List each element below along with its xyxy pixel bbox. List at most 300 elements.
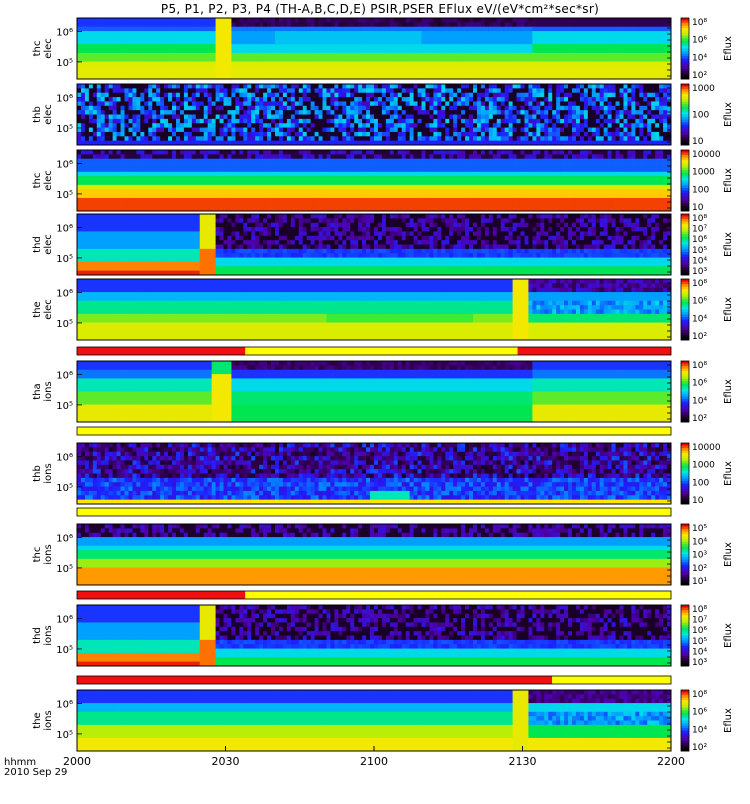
- spectrogram-cell: [160, 22, 164, 27]
- spectrogram-cell: [505, 18, 509, 23]
- spectrogram-cell: [449, 115, 453, 120]
- spectrogram-cell: [180, 136, 184, 141]
- spectrogram-cell: [425, 40, 429, 45]
- spectrogram-cell: [437, 49, 441, 54]
- spectrogram-cell: [552, 123, 556, 128]
- spectrogram-cell: [655, 66, 659, 71]
- spectrogram-cell: [267, 101, 271, 106]
- spectrogram-cell: [481, 84, 485, 89]
- spectrogram-cell: [152, 84, 156, 89]
- spectrogram-cell: [485, 119, 489, 124]
- spectrogram-cell: [251, 150, 255, 155]
- spectrogram-cell: [235, 163, 239, 168]
- spectrogram-cell: [394, 110, 398, 115]
- spectrogram-cell: [132, 167, 136, 172]
- spectrogram-cell: [521, 57, 525, 62]
- spectrogram-cell: [136, 88, 140, 93]
- spectrogram-cell: [299, 132, 303, 137]
- spectrogram-cell: [612, 18, 616, 23]
- spectrogram-cell: [132, 31, 136, 36]
- spectrogram-cell: [596, 44, 600, 49]
- spectrogram-cell: [125, 31, 129, 36]
- spectrogram-cell: [109, 88, 113, 93]
- spectrogram-cell: [212, 167, 216, 172]
- spectrogram-cell: [299, 49, 303, 54]
- spectrogram-cell: [208, 154, 212, 159]
- spectrogram-cell: [287, 66, 291, 71]
- spectrogram-cell: [509, 35, 513, 40]
- spectrogram-cell: [152, 93, 156, 98]
- colorbar-tick-label: 10⁴: [692, 53, 707, 63]
- spectrogram-cell: [572, 101, 576, 106]
- spectrogram-cell: [604, 88, 608, 93]
- spectrogram-cell: [275, 53, 279, 58]
- spectrogram-cell: [291, 93, 295, 98]
- spectrogram-cell: [227, 66, 231, 71]
- spectrogram-cell: [85, 136, 89, 141]
- spectrogram-cell: [659, 132, 663, 137]
- spectrogram-cell: [410, 101, 414, 106]
- spectrogram-cell: [445, 84, 449, 89]
- spectrogram-cell: [180, 49, 184, 54]
- spectrogram-cell: [429, 88, 433, 93]
- spectrogram-cell: [196, 93, 200, 98]
- spectrogram-cell: [461, 40, 465, 45]
- spectrogram-cell: [469, 115, 473, 120]
- spectrogram-cell: [489, 128, 493, 133]
- spectrogram-cell: [580, 31, 584, 36]
- plot-title: P5, P1, P2, P3, P4 (TH-A,B,C,D,E) PSIR,PSER EFlux eV/(eV*cm²*sec*sr): [70, 2, 690, 16]
- spectrogram-cell: [247, 189, 251, 194]
- spectrogram-cell: [536, 132, 540, 137]
- spectrogram-cell: [263, 84, 267, 89]
- spectrogram-cell: [113, 93, 117, 98]
- spectrogram-cell: [485, 97, 489, 102]
- spectrogram-cell: [196, 202, 200, 207]
- spectrogram-cell: [89, 35, 93, 40]
- spectrogram-cell: [548, 49, 552, 54]
- spectrogram-cell: [608, 84, 612, 89]
- spectrogram-cell: [631, 101, 635, 106]
- spectrogram-cell: [651, 101, 655, 106]
- spectrogram-cell: [188, 27, 192, 32]
- spectrogram-cell: [208, 189, 212, 194]
- spectrogram-cell: [465, 106, 469, 111]
- spectrogram-cell: [623, 57, 627, 62]
- spectrogram-cell: [544, 110, 548, 115]
- spectrogram-cell: [584, 49, 588, 54]
- spectrogram-cell: [560, 136, 564, 141]
- spectrogram-cell: [338, 136, 342, 141]
- spectrogram-cell: [596, 93, 600, 98]
- spectrogram-cell: [192, 194, 196, 199]
- spectrogram-cell: [148, 27, 152, 32]
- spectrogram-cell: [517, 70, 521, 75]
- spectrogram-cell: [176, 49, 180, 54]
- spectrogram-cell: [548, 22, 552, 27]
- spectrogram-cell: [477, 49, 481, 54]
- spectrogram-cell: [251, 84, 255, 89]
- spectrogram-cell: [97, 123, 101, 128]
- spectrogram-cell: [505, 84, 509, 89]
- spectrogram-cell: [267, 128, 271, 133]
- spectrogram-cell: [176, 185, 180, 190]
- spectrogram-cell: [600, 44, 604, 49]
- spectrogram-cell: [128, 123, 132, 128]
- spectrogram-cell: [231, 18, 235, 23]
- spectrogram-cell: [113, 128, 117, 133]
- spectrogram-cell: [596, 88, 600, 93]
- spectrogram-cell: [315, 128, 319, 133]
- spectrogram-cell: [271, 106, 275, 111]
- spectrogram-cell: [425, 35, 429, 40]
- spectrogram-cell: [517, 40, 521, 45]
- spectrogram-cell: [623, 49, 627, 54]
- spectrogram-cell: [184, 44, 188, 49]
- spectrogram-cell: [81, 84, 85, 89]
- spectrogram-cell: [97, 57, 101, 62]
- spectrogram-cell: [544, 97, 548, 102]
- spectrogram-cell: [172, 159, 176, 164]
- spectrogram-cell: [469, 128, 473, 133]
- spectrogram-cell: [101, 136, 105, 141]
- spectrogram-cell: [493, 128, 497, 133]
- spectrogram-cell: [639, 93, 643, 98]
- spectrogram-cell: [164, 202, 168, 207]
- spectrogram-cell: [299, 128, 303, 133]
- spectrogram-cell: [121, 136, 125, 141]
- spectrogram-cell: [136, 40, 140, 45]
- spectrogram-cell: [394, 115, 398, 120]
- spectrogram-cell: [239, 194, 243, 199]
- spectrogram-cell: [172, 93, 176, 98]
- spectrogram-cell: [148, 123, 152, 128]
- spectrogram-cell: [608, 22, 612, 27]
- spectrogram-cell: [247, 172, 251, 177]
- spectrogram-cell: [176, 97, 180, 102]
- spectrogram-cell: [521, 22, 525, 27]
- spectrogram-cell: [128, 44, 132, 49]
- spectrogram-cell: [326, 57, 330, 62]
- spectrogram-cell: [81, 106, 85, 111]
- spectrogram-cell: [414, 88, 418, 93]
- spectrogram-cell: [643, 110, 647, 115]
- y-tick-label: 10⁵: [56, 124, 73, 135]
- spectrogram-cell: [441, 123, 445, 128]
- spectrogram-cell: [497, 136, 501, 141]
- spectrogram-cell: [477, 119, 481, 124]
- spectrogram-cell: [429, 84, 433, 89]
- spectrogram-cell: [655, 18, 659, 23]
- spectrogram-cell: [105, 119, 109, 124]
- spectrogram-cell: [132, 123, 136, 128]
- spectrogram-cell: [568, 110, 572, 115]
- spectrogram-cell: [220, 110, 224, 115]
- spectrogram-cell: [627, 53, 631, 58]
- spectrogram-cell: [631, 18, 635, 23]
- spectrogram-cell: [125, 97, 129, 102]
- spectrogram-cell: [445, 128, 449, 133]
- spectrogram-cell: [425, 44, 429, 49]
- spectrogram-cell: [505, 115, 509, 120]
- spectrogram-cell: [548, 123, 552, 128]
- spectrogram-cell: [338, 40, 342, 45]
- spectrogram-cell: [620, 101, 624, 106]
- spectrogram-cell: [643, 123, 647, 128]
- spectrogram-cell: [342, 97, 346, 102]
- spectrogram-cell: [505, 136, 509, 141]
- spectrogram-cell: [639, 31, 643, 36]
- spectrogram-cell: [588, 49, 592, 54]
- spectrogram-cell: [556, 88, 560, 93]
- spectrogram-cell: [307, 49, 311, 54]
- spectrogram-cell: [291, 27, 295, 32]
- spectrogram-cell: [604, 18, 608, 23]
- spectrogram-cell: [326, 53, 330, 58]
- spectrogram-cell: [247, 18, 251, 23]
- spectrogram-cell: [572, 66, 576, 71]
- spectrogram-cell: [354, 136, 358, 141]
- spectrogram-cell: [548, 44, 552, 49]
- spectrogram-cell: [204, 27, 208, 32]
- spectrogram-cell: [521, 18, 525, 23]
- spectrogram-cell: [453, 123, 457, 128]
- spectrogram-cell: [410, 97, 414, 102]
- spectrogram-cell: [259, 88, 263, 93]
- spectrogram-cell: [200, 27, 204, 32]
- spectrogram-cell: [627, 136, 631, 141]
- spectrogram-cell: [299, 62, 303, 67]
- spectrogram-cell: [390, 84, 394, 89]
- spectrogram-cell: [528, 115, 532, 120]
- spectrogram-cell: [406, 84, 410, 89]
- spectrogram-cell: [366, 115, 370, 120]
- spectrogram-cell: [477, 136, 481, 141]
- spectrogram-cell: [497, 18, 501, 23]
- spectrogram-cell: [121, 22, 125, 27]
- spectrogram-cell: [263, 119, 267, 124]
- spectrogram-cell: [334, 27, 338, 32]
- spectrogram-cell: [453, 136, 457, 141]
- spectrogram-cell: [216, 176, 220, 181]
- spectrogram-cell: [485, 44, 489, 49]
- spectrogram-cell: [121, 62, 125, 67]
- spectrogram-cell: [445, 123, 449, 128]
- spectrogram-cell: [235, 22, 239, 27]
- spectrogram-cell: [121, 88, 125, 93]
- spectrogram-cell: [299, 136, 303, 141]
- spectrogram-cell: [188, 35, 192, 40]
- spectrogram-cell: [271, 115, 275, 120]
- spectrogram-cell: [231, 40, 235, 45]
- spectrogram-cell: [398, 123, 402, 128]
- spectrogram-cell: [620, 70, 624, 75]
- spectrogram-cell: [117, 101, 121, 106]
- spectrogram-cell: [176, 150, 180, 155]
- spectrogram-cell: [576, 44, 580, 49]
- spectrogram-cell: [283, 84, 287, 89]
- spectrogram-cell: [663, 128, 667, 133]
- spectrogram-cell: [85, 176, 89, 181]
- spectrogram-cell: [204, 101, 208, 106]
- spectrogram-cell: [93, 66, 97, 71]
- spectrogram-cell: [255, 172, 259, 177]
- spectrogram-cell: [101, 154, 105, 159]
- spectrogram-cell: [117, 84, 121, 89]
- spectrogram-cell: [216, 53, 220, 58]
- spectrogram-cell: [200, 119, 204, 124]
- spectrogram-cell: [414, 132, 418, 137]
- spectrogram-cell: [247, 88, 251, 93]
- spectrogram-cell: [97, 49, 101, 54]
- spectrogram-cell: [608, 136, 612, 141]
- spectrogram-cell: [160, 163, 164, 168]
- spectrogram-cell: [560, 22, 564, 27]
- spectrogram-cell: [513, 132, 517, 137]
- spectrogram-cell: [623, 115, 627, 120]
- spectrogram-cell: [544, 49, 548, 54]
- spectrogram-cell: [93, 189, 97, 194]
- spectrogram-cell: [481, 44, 485, 49]
- spectrogram-cell: [192, 62, 196, 67]
- spectrogram-cell: [342, 123, 346, 128]
- spectrogram-cell: [362, 22, 366, 27]
- spectrogram-cell: [394, 27, 398, 32]
- spectrogram-cell: [616, 97, 620, 102]
- spectrogram-cell: [113, 123, 117, 128]
- spectrogram-cell: [117, 49, 121, 54]
- spectrogram-cell: [216, 22, 220, 27]
- spectrogram-cell: [604, 49, 608, 54]
- spectrogram-cell: [136, 115, 140, 120]
- spectrogram-cell: [172, 150, 176, 155]
- spectrogram-cell: [655, 57, 659, 62]
- spectrogram-cell: [196, 18, 200, 23]
- spectrogram-cell: [307, 106, 311, 111]
- spectrogram-cell: [580, 27, 584, 32]
- spectrogram-cell: [109, 181, 113, 186]
- spectrogram-cell: [192, 119, 196, 124]
- spectrogram-cell: [524, 115, 528, 120]
- spectrogram-cell: [184, 176, 188, 181]
- spectrogram-cell: [362, 128, 366, 133]
- spectrogram-cell: [243, 128, 247, 133]
- spectrogram-cell: [212, 44, 216, 49]
- spectrogram-cell: [497, 84, 501, 89]
- spectrogram-cell: [152, 18, 156, 23]
- spectrogram-cell: [216, 18, 220, 23]
- spectrogram-cell: [255, 132, 259, 137]
- spectrogram-cell: [77, 18, 81, 23]
- spectrogram-cell: [303, 66, 307, 71]
- spectrogram-cell: [568, 66, 572, 71]
- spectrogram-cell: [326, 132, 330, 137]
- spectrogram-cell: [97, 97, 101, 102]
- spectrogram-cell: [572, 88, 576, 93]
- spectrogram-cell: [224, 31, 228, 36]
- spectrogram-cell: [390, 115, 394, 120]
- spectrogram-cell: [513, 22, 517, 27]
- spectrogram-cell: [117, 123, 121, 128]
- spectrogram-cell: [156, 97, 160, 102]
- spectrogram-cell: [295, 93, 299, 98]
- spectrogram-cell: [85, 154, 89, 159]
- spectrogram-cell: [521, 40, 525, 45]
- spectrogram-cell: [334, 66, 338, 71]
- spectrogram-cell: [279, 106, 283, 111]
- spectrogram-cell: [196, 198, 200, 203]
- spectrogram-cell: [259, 110, 263, 115]
- spectrogram-cell: [477, 22, 481, 27]
- spectrogram-cell: [604, 27, 608, 32]
- spectrogram-cell: [528, 119, 532, 124]
- spectrogram-cell: [180, 128, 184, 133]
- spectrogram-cell: [132, 62, 136, 67]
- spectrogram-cell: [639, 115, 643, 120]
- spectrogram-cell: [402, 101, 406, 106]
- spectrogram-cell: [125, 44, 129, 49]
- spectrogram-cell: [319, 18, 323, 23]
- spectrogram-cell: [449, 128, 453, 133]
- spectrogram-cell: [338, 31, 342, 36]
- spectrogram-cell: [275, 57, 279, 62]
- spectrogram-cell: [180, 57, 184, 62]
- spectrogram-cell: [647, 40, 651, 45]
- spectrogram-cell: [437, 40, 441, 45]
- spectrogram-cell: [136, 31, 140, 36]
- spectrogram-cell: [212, 115, 216, 120]
- spectrogram-cell: [77, 136, 81, 141]
- spectrogram-cell: [457, 57, 461, 62]
- spectrogram-cell: [608, 88, 612, 93]
- spectrogram-cell: [295, 132, 299, 137]
- spectrogram-cell: [398, 49, 402, 54]
- spectrogram-cell: [437, 110, 441, 115]
- spectrogram-cell: [192, 176, 196, 181]
- spectrogram-cell: [398, 115, 402, 120]
- spectrogram-cell: [208, 93, 212, 98]
- spectrogram-cell: [89, 194, 93, 199]
- spectrogram-cell: [263, 202, 267, 207]
- spectrogram-cell: [548, 66, 552, 71]
- spectrogram-cell: [212, 22, 216, 27]
- spectrogram-cell: [311, 101, 315, 106]
- spectrogram-cell: [295, 49, 299, 54]
- spectrogram-cell: [330, 101, 334, 106]
- spectrogram-cell: [425, 128, 429, 133]
- spectrogram-cell: [659, 70, 663, 75]
- spectrogram-cell: [406, 128, 410, 133]
- spectrogram-cell: [651, 136, 655, 141]
- spectrogram-cell: [422, 44, 426, 49]
- spectrogram-cell: [635, 123, 639, 128]
- spectrogram-cell: [220, 181, 224, 186]
- spectrogram-cell: [461, 22, 465, 27]
- spectrogram-cell: [592, 40, 596, 45]
- spectrogram-cell: [196, 123, 200, 128]
- spectrogram-cell: [473, 101, 477, 106]
- spectrogram-cell: [473, 22, 477, 27]
- spectrogram-cell: [548, 101, 552, 106]
- spectrogram-cell: [386, 27, 390, 32]
- spectrogram-cell: [659, 136, 663, 141]
- spectrogram-cell: [279, 44, 283, 49]
- spectrogram-cell: [125, 110, 129, 115]
- spectrogram-cell: [184, 93, 188, 98]
- spectrogram-cell: [220, 31, 224, 36]
- spectrogram-cell: [243, 163, 247, 168]
- spectrogram-cell: [433, 97, 437, 102]
